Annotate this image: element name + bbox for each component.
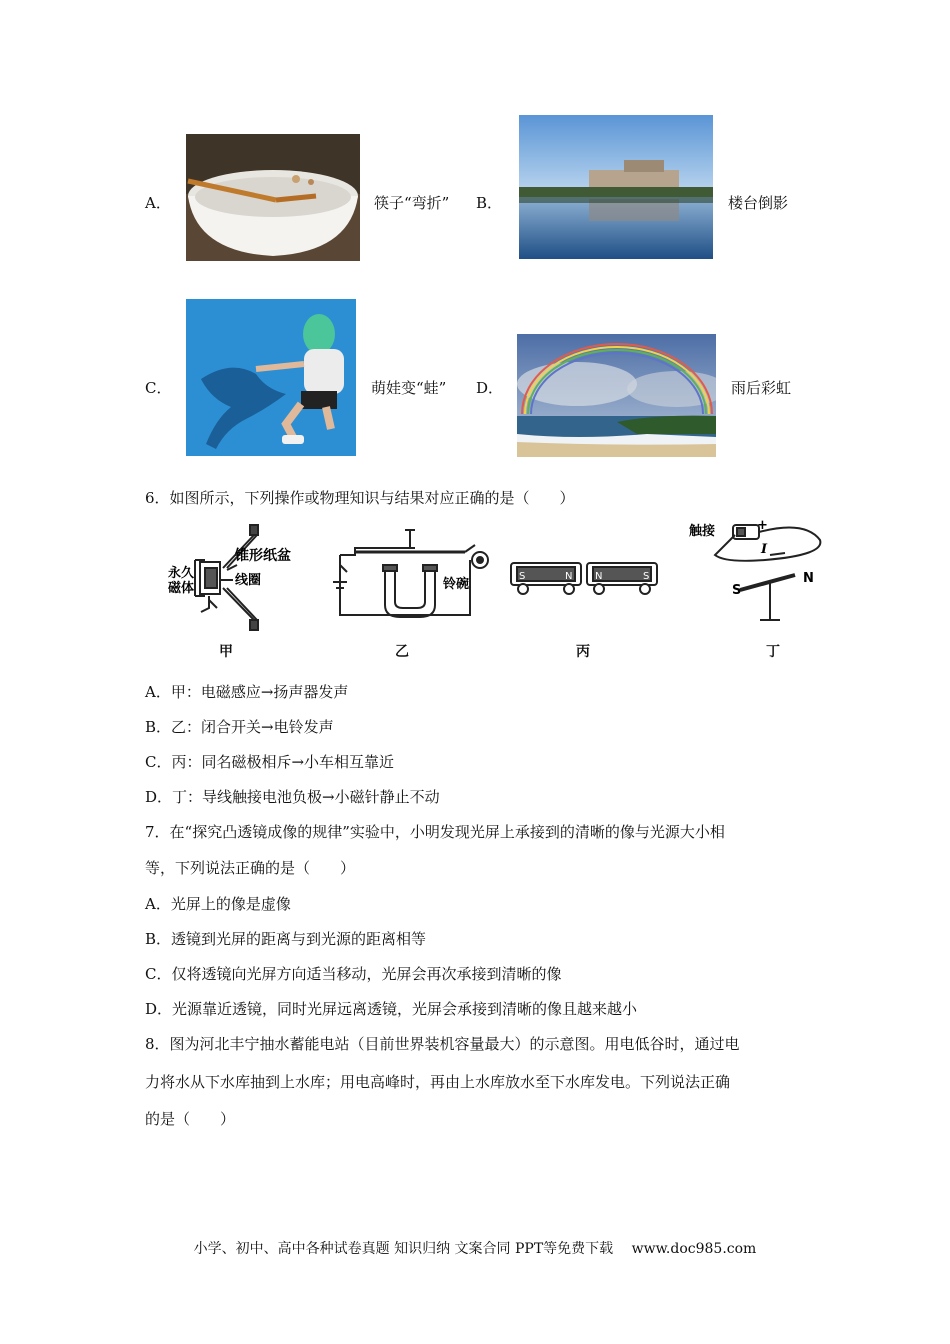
option-d-caption: 雨后彩虹 [731, 379, 792, 397]
figure-jia-loudspeaker [165, 520, 310, 638]
q7-option-d: D．光源靠近透镜，同时光屏远离透镜，光屏会承接到清晰的像且越来越小 [145, 1000, 638, 1018]
page-footer: 小学、初中、高中各种试卷真题 知识归纳 文案合同 PPT等免费下载 www.doc985.com [193, 1241, 757, 1257]
q7-option-b: B．透镜到光屏的距离与到光源的距离相等 [145, 930, 427, 948]
label-current: I [761, 542, 768, 557]
q7-stem-line2: 等，下列说法正确的是（ ） [145, 859, 356, 877]
label-cone: 锥形纸盆 [235, 548, 291, 564]
chopsticks-bowl-photo [186, 134, 360, 261]
q7-stem-line1: 7．在“探究凸透镜成像的规律”实验中，小明发现光屏上承接到的清晰的像与光源大小相 [145, 823, 725, 841]
option-a-caption: 筷子“弯折” [374, 194, 450, 212]
label-coil: 线圈 [235, 573, 262, 588]
pole-label-2: N [565, 571, 573, 582]
q6-option-a: A．甲：电磁感应→扬声器发声 [145, 683, 349, 701]
figure-yi-electric-bell [325, 520, 495, 620]
option-c-letter: C． [145, 379, 172, 397]
pole-label-4: S [643, 571, 650, 582]
option-d-letter: D． [476, 379, 504, 397]
pole-label-1: S [519, 571, 526, 582]
rainbow-beach-photo [517, 334, 716, 457]
building-reflection-photo [519, 115, 713, 259]
q7-option-a: A．光屏上的像是虚像 [145, 895, 291, 913]
q6-stem: 6．如图所示，下列操作或物理知识与结果对应正确的是（ ） [145, 489, 575, 507]
q8-line1: 8．图为河北丰宁抽水蓄能电站（目前世界装机容量最大）的示意图。用电低谷时，通过电 [145, 1035, 740, 1053]
option-b-letter: B． [476, 194, 503, 212]
option-a-letter: A． [145, 194, 171, 212]
option-c-caption: 萌娃变“蛙” [371, 379, 447, 397]
figure-bing-magnet-carts [505, 555, 660, 605]
q8-line3: 的是（ ） [145, 1110, 236, 1128]
label-bell: 铃碗 [443, 577, 470, 592]
label-n: N [803, 571, 814, 586]
figure-bing-caption: 丙 [576, 644, 590, 660]
label-plus: + [757, 518, 768, 533]
q6-option-b: B．乙：闭合开关→电铃发声 [145, 718, 334, 736]
q8-line2: 力将水从下水库抽到上水库；用电高峰时，再由上水库放水至下水库发电。下列说法正确 [145, 1073, 731, 1091]
pole-label-3: N [595, 571, 603, 582]
q6-option-d: D．丁：导线触接电池负极→小磁针静止不动 [145, 788, 440, 806]
label-s: S [732, 583, 742, 598]
figure-yi-caption: 乙 [395, 644, 409, 660]
q6-option-c: C．丙：同名磁极相斥→小车相互靠近 [145, 753, 395, 771]
label-magnet-line2: 磁体 [168, 581, 195, 596]
label-touch: 触接 [689, 524, 716, 539]
figure-jia-caption: 甲 [219, 644, 233, 660]
figure-ding-caption: 丁 [766, 644, 780, 660]
figure-ding-oersted [685, 515, 835, 635]
q7-option-c: C．仅将透镜向光屏方向适当移动，光屏会再次承接到清晰的像 [145, 965, 562, 983]
child-frog-shadow-photo [186, 299, 356, 456]
label-magnet-line1: 永久 [168, 566, 195, 581]
option-b-caption: 楼台倒影 [728, 194, 789, 212]
